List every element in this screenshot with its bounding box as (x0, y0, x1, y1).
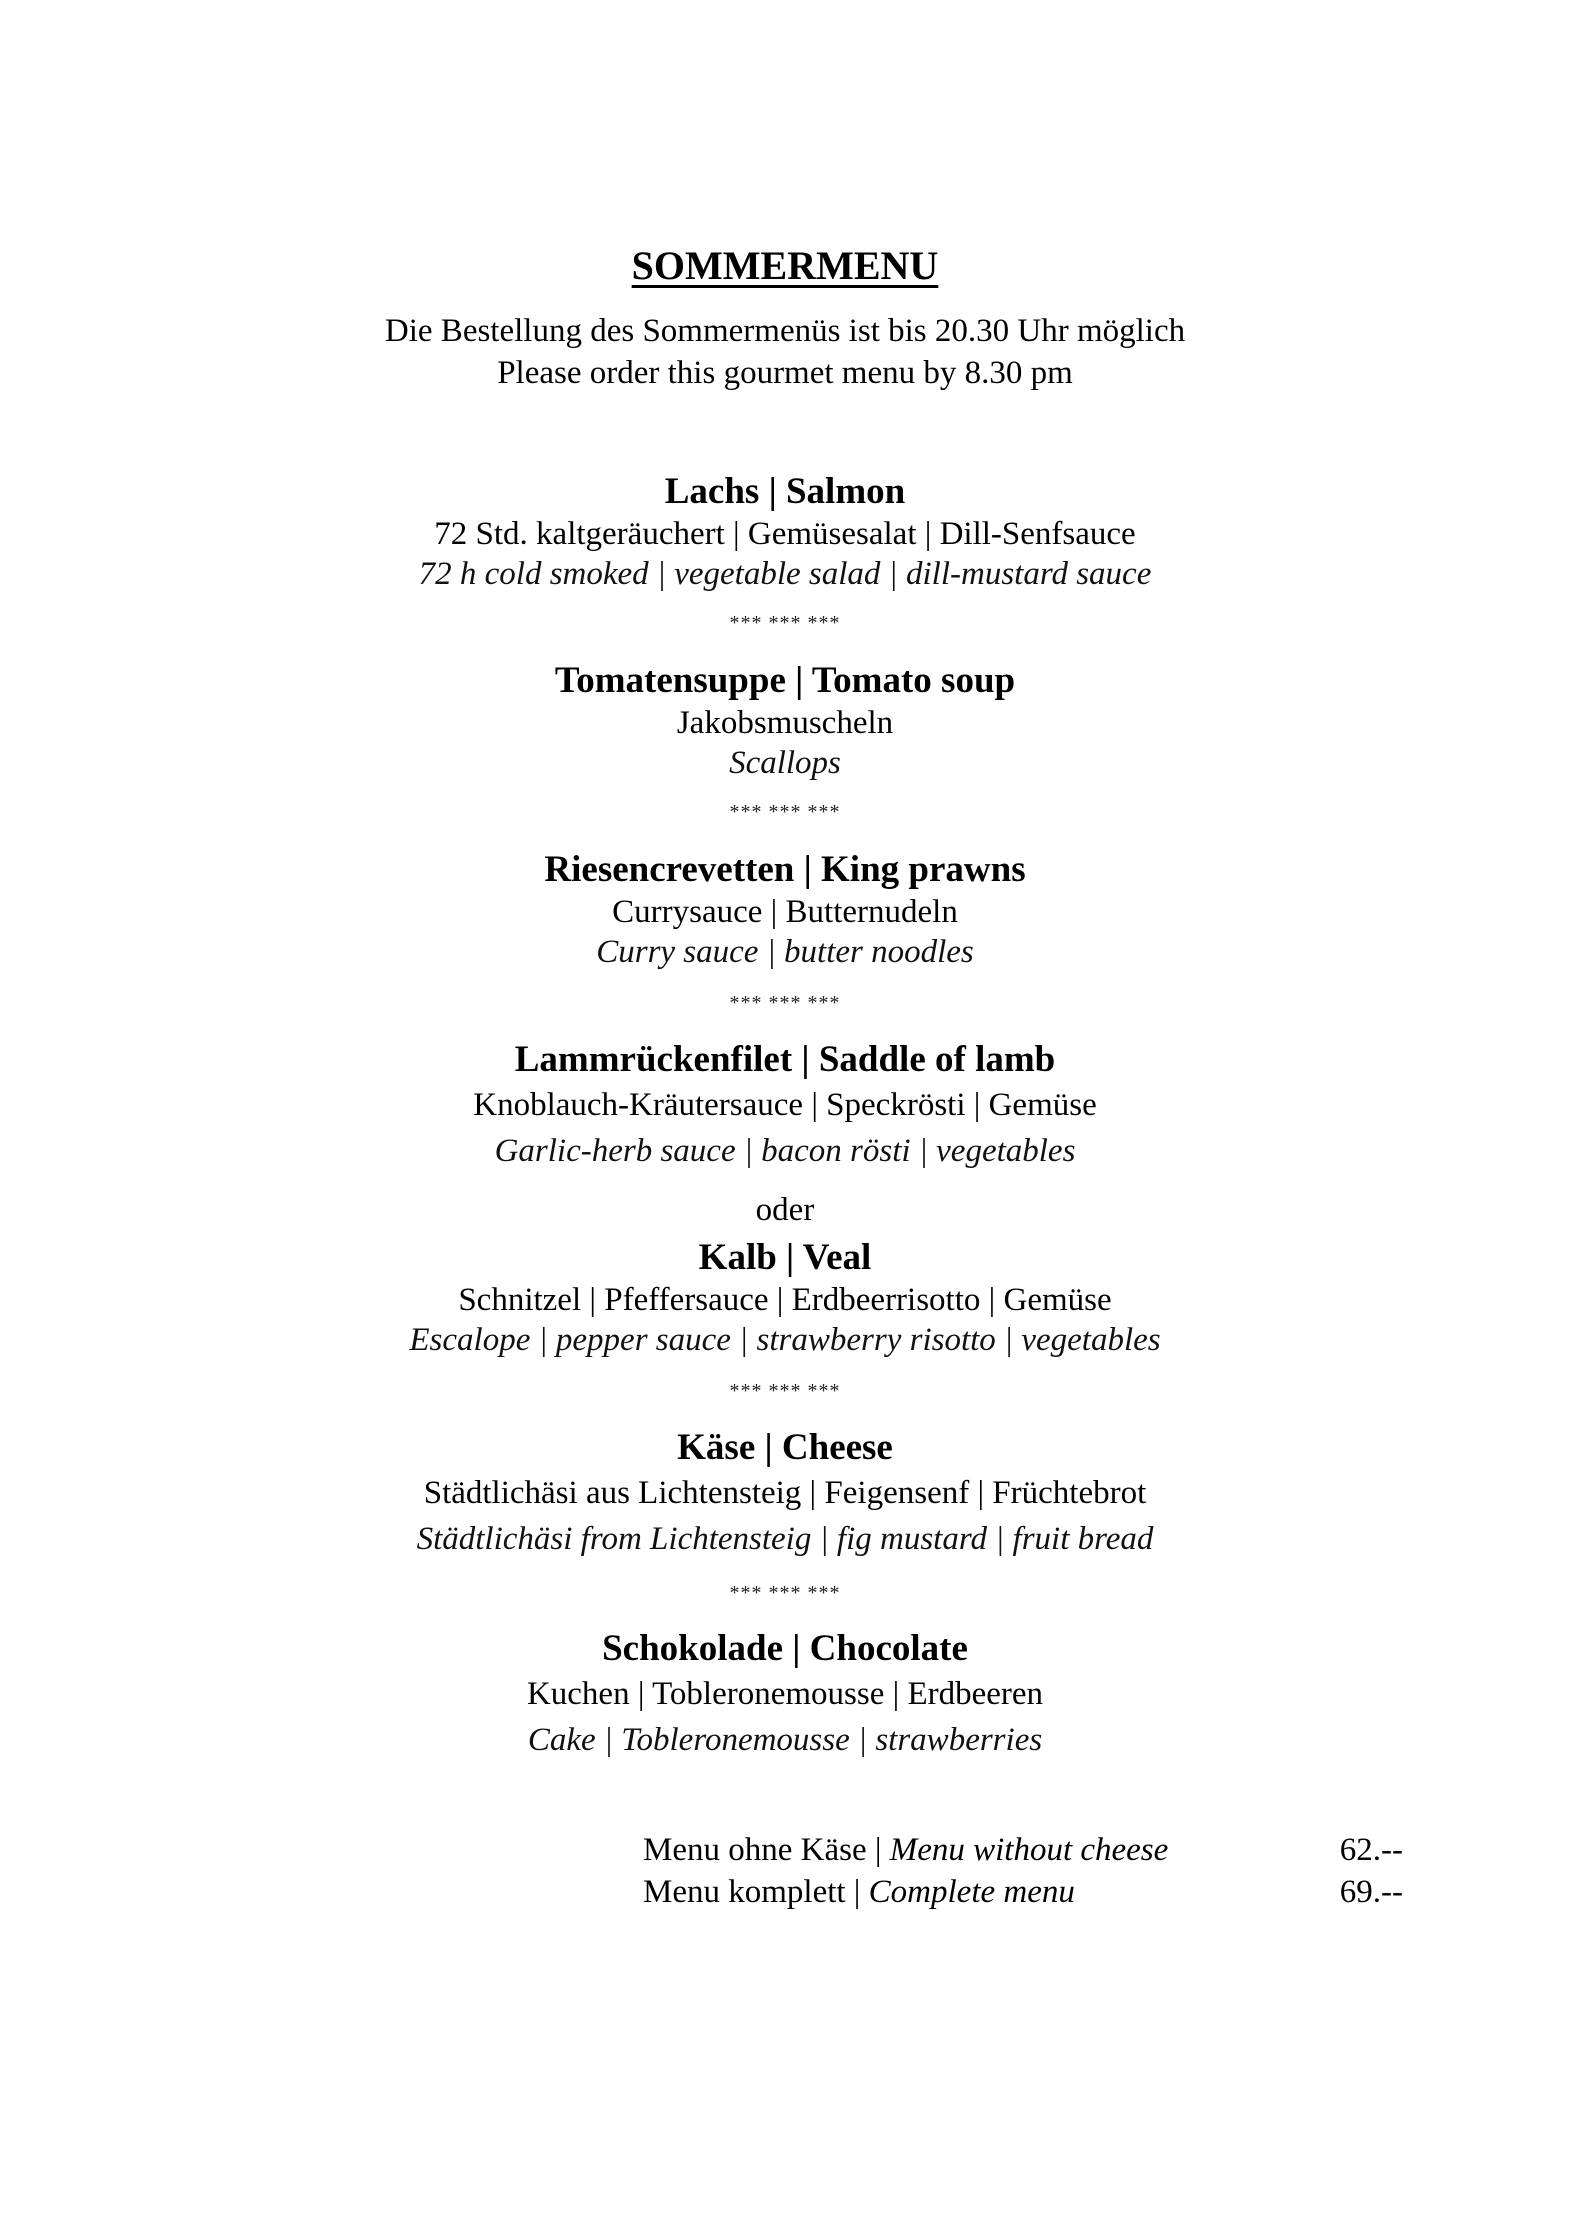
course-separator: *** *** *** (729, 612, 841, 634)
page-title: SOMMERMENU (631, 243, 939, 288)
course-name: Tomatensuppe | Tomato soup (554, 660, 1016, 701)
course-separator: *** *** *** (729, 992, 841, 1014)
course-description-en: Garlic-herb sauce | bacon rösti | vegetables (494, 1133, 1076, 1169)
course-separator: *** *** *** (729, 1380, 841, 1402)
course-description-en: 72 h cold smoked | vegetable salad | dill-mustard sauce (418, 556, 1152, 592)
course-veal (0, 1236, 1570, 1360)
course-name: Käse | Cheese (677, 1427, 893, 1468)
price-label-en: Complete menu (868, 1874, 1075, 1910)
course-description-en: Scallops (729, 745, 841, 781)
course-name: Lammrückenfilet | Saddle of lamb (514, 1039, 1056, 1080)
course-description-en: Städtlichäsi from Lichtensteig | fig mustard | fruit bread (416, 1521, 1154, 1557)
course-separator: *** *** *** (729, 1582, 841, 1604)
course-description-de: Knoblauch-Kräutersauce | Speckrösti | Gemüse (473, 1087, 1097, 1123)
price-label (643, 1874, 1075, 1911)
course-description-de: Kuchen | Tobleronemousse | Erdbeeren (526, 1676, 1044, 1712)
alternative-separator: oder (755, 1192, 815, 1228)
course-chocolate (0, 1627, 1570, 1763)
course-description-de: 72 Std. kaltgeräuchert | Gemüsesalat | Dill-Senfsauce (434, 516, 1136, 552)
course-description-de: Städtlichäsi aus Lichtensteig | Feigensenf | Früchtebrot (423, 1475, 1147, 1511)
course-name: Lachs | Salmon (664, 471, 906, 512)
course-description-en: Curry sauce | butter noodles (596, 934, 974, 970)
course-description-en: Cake | Tobleronemousse | strawberries (527, 1722, 1043, 1758)
order-deadline-de: Die Bestellung des Sommermenüs ist bis 20.30 Uhr möglich (384, 313, 1186, 349)
price-label-en: Menu without cheese (889, 1832, 1169, 1868)
course-name: Kalb | Veal (698, 1237, 872, 1278)
course-description-de: Jakobsmuscheln (676, 705, 894, 741)
price-label (643, 1832, 1168, 1869)
course-name: Schokolade | Chocolate (602, 1628, 968, 1669)
course-cheese (0, 1426, 1570, 1562)
price-amount: 69.-- (1339, 1874, 1403, 1910)
course-name: Riesencrevetten | King prawns (544, 849, 1026, 890)
price-complete (643, 1874, 1403, 1916)
course-king-prawns (0, 848, 1570, 972)
price-label-de: Menu ohne Käse | (643, 1832, 890, 1868)
order-deadline-en: Please order this gourmet menu by 8.30 pm (497, 355, 1073, 391)
price-label-de: Menu komplett | (643, 1874, 869, 1910)
course-description-de: Schnitzel | Pfeffersauce | Erdbeerrisotto | Gemüse (458, 1282, 1112, 1318)
price-amount: 62.-- (1339, 1832, 1403, 1868)
price-without-cheese (643, 1832, 1403, 1874)
course-tomato-soup (0, 659, 1570, 783)
course-salmon (0, 470, 1570, 594)
course-separator: *** *** *** (729, 801, 841, 823)
course-description-en: Escalope | pepper sauce | strawberry risotto | vegetables (409, 1322, 1161, 1358)
course-description-de: Currysauce | Butternudeln (612, 894, 958, 930)
course-saddle-of-lamb (0, 1038, 1570, 1174)
